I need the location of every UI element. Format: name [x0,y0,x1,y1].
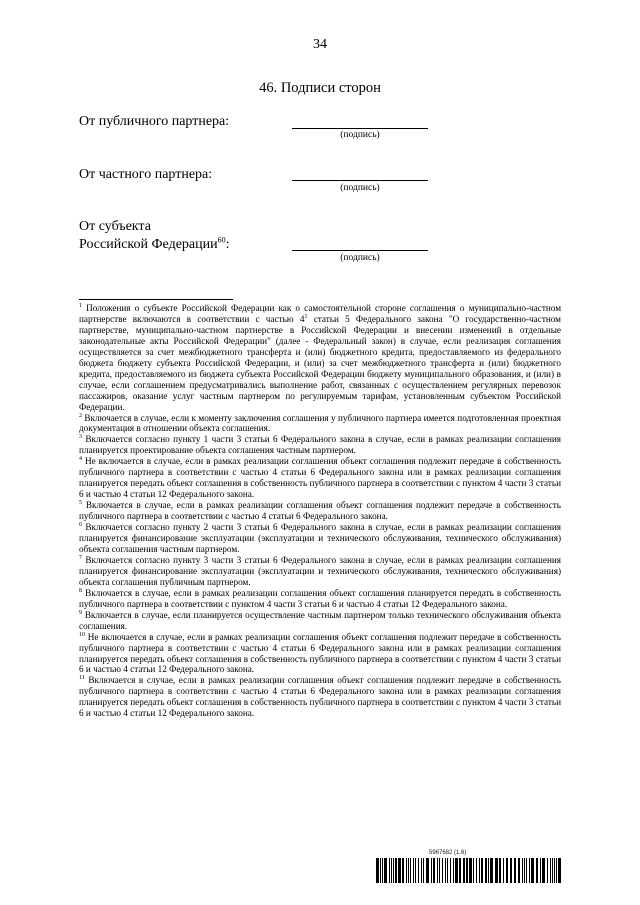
barcode-bar [439,858,440,883]
barcode-bar [445,858,446,883]
footnote-text: Не включается в случае, если в рамках реализации соглашения объект соглашения подлежит передаче в собственность публичного партнера в соответствии с частью 4 статьи 6 Федерального закона или в рамках реализации соглашения планируется передать объект соглашения в собственность публичного партнера в соответствии с пунктом 4 части 3 статьи 6 и частью 4 статьи 12 Федерального закона. [79,631,561,675]
footnote [79,413,561,435]
footnote-number: 3 [79,434,82,441]
footnote-number: 8 [79,587,82,594]
public-partner-label: От публичного партнера: [79,114,230,129]
footnote-number: 2 [79,412,82,419]
footnote [79,522,561,555]
footnote [79,303,561,413]
barcode-bar [393,858,394,883]
footnote-text: Положения о субъекте Российской Федерации как о самостоятельной стороне соглашения о муниципально-частном партнерстве включаются в соответствии с частью 4 [79,303,562,324]
barcode-bar [437,858,438,883]
document-serial-number: 5967682 (1.6) [429,850,467,856]
barcode-bar [503,858,504,883]
barcode-bar [488,858,489,883]
barcode-bar [463,858,465,883]
barcode-bar [479,858,480,883]
footnote [79,632,561,676]
barcode-bar [426,858,429,883]
footnote-number: 6 [79,522,82,528]
barcode-bar [476,858,477,883]
barcode-bar [542,858,545,883]
barcode-bar [473,858,474,883]
footnote [79,500,561,522]
barcode-bar [506,858,508,883]
footnote-number: 10 [79,631,85,638]
barcode-bar [554,858,555,883]
footnote-text: Включается в случае, если планируется осуществление частным партнером только технического обслуживания объекта соглашения. [79,609,561,631]
federation-subject-label-line2: Российской Федерации [79,237,218,252]
barcode-bar [514,858,516,883]
barcode-bar [469,858,472,883]
federation-subject-signature-line [292,250,428,251]
barcode-bar [485,858,487,883]
barcode-bar [418,858,419,883]
barcode-bar [536,858,538,883]
barcode-bar [450,858,451,883]
private-partner-label: От частного партнера: [79,167,213,182]
barcode-bar [522,858,523,883]
footnote-number: 5 [79,500,82,507]
barcode-bar [423,858,424,883]
barcode-bar [481,858,483,883]
footnote-text: Включается в случае, если к моменту заключения соглашения у публичного партнера имеется подготовленная проектная документация в отношении объекта соглашения. [79,412,562,434]
barcode-bar [442,858,443,883]
barcode-bar [391,858,392,883]
footnote [79,456,561,500]
barcode-bar [382,858,383,883]
barcode-bar [540,858,541,883]
barcode-bar [410,858,411,883]
barcode-bar [398,858,401,883]
private-partner-signature-caption: (подпись) [340,183,380,193]
barcode-bar [406,858,407,883]
barcode-bar [518,858,520,883]
barcode-bar [490,858,493,883]
barcode-bar [408,858,409,883]
barcode-bar [558,858,561,883]
barcode-bar [413,858,414,883]
barcode-bar [531,858,534,883]
public-partner-signature-caption: (подпись) [340,130,380,140]
barcode-bar [447,858,448,883]
footnote-text: Не включается в случае, если в рамках реализации соглашения объект соглашения подлежит передаче в собственность публичного партнера в соответствии с частью 4 статьи 6 Федерального закона или в рамках реализации соглашения планируется передать объект соглашения в собственность публичного партнера в соответствии с пунктом 4 части 3 статьи 6 и частью 4 статьи 12 Федерального закона. [79,456,561,500]
footnote-number: 1 [79,302,82,309]
barcode-bar [552,858,553,883]
barcode-bar [495,858,498,883]
footnote-text: Включается согласно пункту 3 части 3 статьи 6 Федерального закона в случае, если в рамках реализации соглашения планируется финансирование эксплуатации (эксплуатации и технического обслуживания, технического обслуживания) объекта соглашения публичным партнером. [79,554,562,587]
footnote-text: Включается согласно пункту 2 части 3 статьи 6 Федерального закона в случае, если в рамках реализации соглашения планируется финансирование эксплуатации (эксплуатации и технического обслуживания, технического обслуживания) объекта соглашения частным партнером. [79,522,562,554]
barcode-bar [529,858,530,883]
section-title: 46. Подписи сторон [259,80,381,96]
barcode-bar [380,858,381,883]
footnote [79,434,561,456]
footnote [79,610,561,632]
barcode-bar [455,858,458,883]
barcode-bar [499,858,501,883]
footnote [79,588,561,610]
barcode-bar [402,858,404,883]
footnote-number: 4 [79,456,82,463]
footnote-text: Включается в случае, если в рамках реализации соглашения объект соглашения подлежит передаче в собственность публичного партнера в соответствии с частью 4 статьи 6 Федерального закона или в рамках реализации соглашения планируется передать объект соглашения в собственность публичного партнера в соответствии с пунктом 4 части 3 статьи 6 и частью 4 статьи 12 Федерального закона. [79,675,562,719]
barcode-bar [524,858,525,883]
footnote-number: 9 [79,609,82,616]
barcode [376,858,562,883]
footnote-text-cont: статьи 5 Федерального закона "О государственно-частном партнерстве, муниципально-частном партнерстве в Российской Федерации и внесении изменений в отдельные законодательные акты Российской Федерации" (далее - Федеральный закон) в случае, если реализация соглашения осуществляется за счет межбюджетного трансферта и (или) бюджетного кредита, предоставляемого из федерального бюджета бюджету субъекта Российской Федерации, и (или) за счет межбюджетного трансферта и (или) бюджетного кредита, предоставляемого из бюджета субъекта Российской Федерации бюджету муниципального образования, и (или) в случае, если соглашением предусматривались выполнение работ, связанных с осуществлением регулярных перевозок пассажиров, оказание услуг частным партнером по регулируемым тарифам, установленным субъектом Российской Федерации. [79,313,561,412]
footnote [79,675,561,719]
barcode-bar [421,858,422,883]
barcode-bar [550,858,551,883]
barcode-bar [466,858,468,883]
barcode-bar [384,858,387,883]
footnote [79,555,561,588]
footnote-text: Включается согласно пункту 1 части 3 статьи 6 Федерального закона в случае, если в рамках реализации соглашения планируется проектирование объекта соглашения частным партнером. [79,434,562,456]
federation-subject-label [79,218,230,254]
barcode-bar [376,858,379,883]
federation-subject-label-suffix: : [225,237,230,252]
barcode-bar [556,858,557,883]
barcode-bar [453,858,454,883]
barcode-bar [459,858,461,883]
barcode-bar [433,858,435,883]
footnote-number: 7 [79,554,82,561]
footnotes [79,303,561,719]
barcode-bar [395,858,397,883]
footnote-text: Включается в случае, если в рамках реализации соглашения объект соглашения подлежит передаче в собственность публичного партнера в соответствии с частью 4 статьи 6 Федерального закона. [79,500,561,522]
federation-subject-signature-caption: (подпись) [340,253,380,263]
barcode-bar [431,858,432,883]
footnote-number: 11 [79,675,85,682]
barcode-bar [547,858,548,883]
barcode-bar [510,858,512,883]
private-partner-signature-line [292,180,428,181]
footnote-ref-60: 60 [217,235,226,245]
federation-subject-label-line1: От субъекта [79,219,151,234]
footnote-text: Включается в случае, если в рамках реализации соглашения объект соглашения планируется передать в собственность публичного партнера в соответствии с пунктом 4 части 3 статьи 6 и частью 4 статьи 12 Федерального закона. [79,587,562,609]
barcode-bar [415,858,416,883]
public-partner-signature-line [292,128,428,129]
footnote-separator [79,299,233,300]
page-number: 34 [313,37,327,52]
barcode-bar [526,858,527,883]
footnote-inline-sup: 1 [304,313,308,320]
barcode-bar [389,858,390,883]
